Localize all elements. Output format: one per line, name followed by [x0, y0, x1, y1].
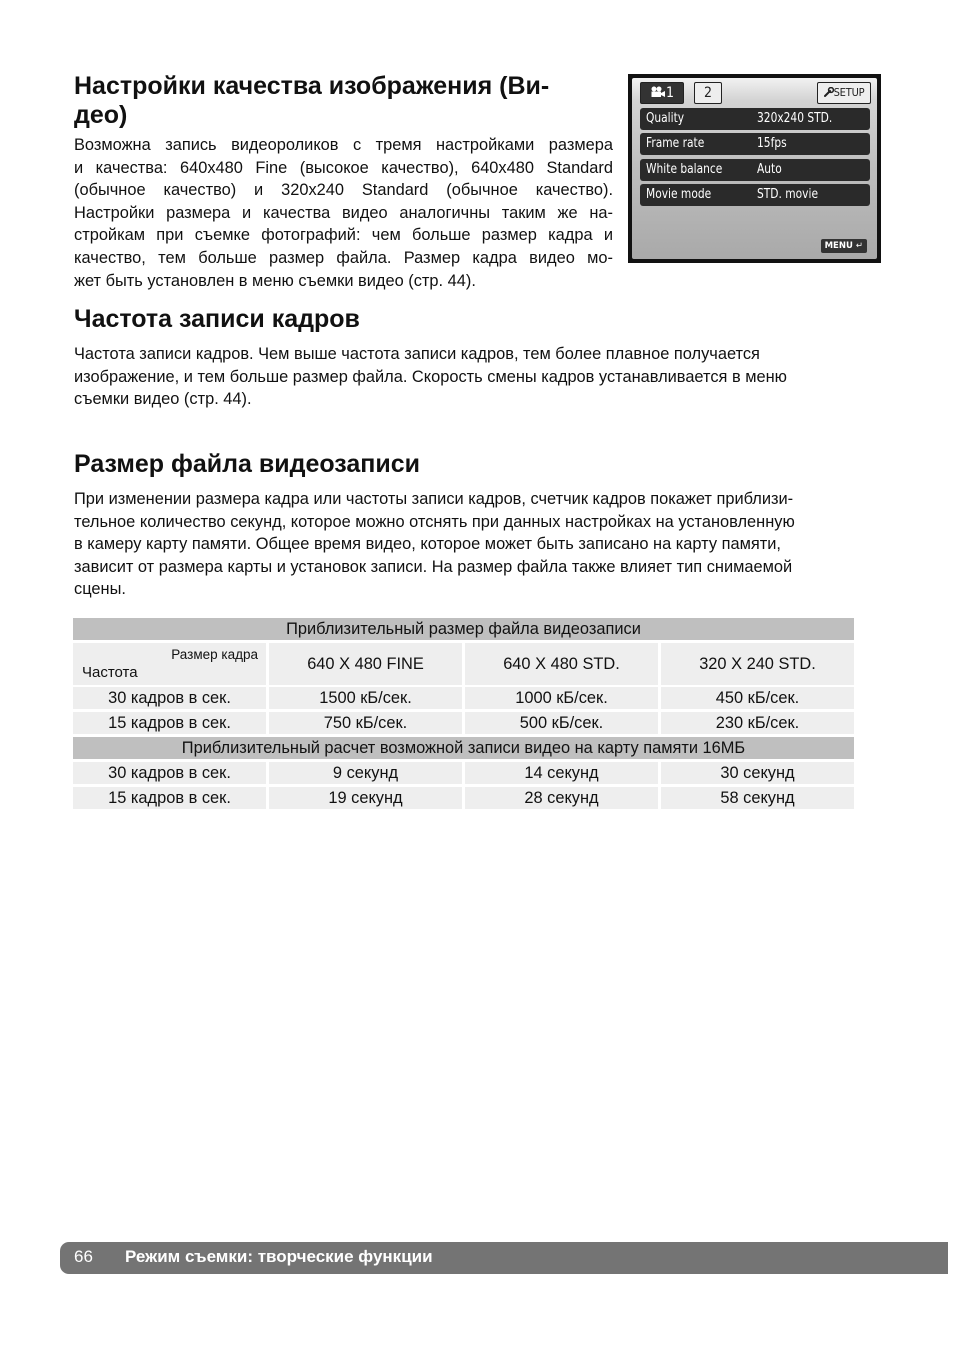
tab-movie-1[interactable]	[640, 82, 684, 104]
table-cell: 500 кБ/сек.	[465, 712, 658, 734]
tab-setup-label: SETUP	[833, 86, 865, 99]
table-cell: 9 секунд	[269, 762, 462, 784]
tab-movie-1-label: 1	[665, 85, 674, 101]
section-heading-frame-rate: Частота записи кадров	[74, 305, 360, 333]
section-heading-image-quality: Настройки качества изображения (Ви- део)	[74, 72, 550, 129]
table-row-label: 30 кадров в сек.	[73, 687, 266, 709]
menu-item-movie-mode[interactable]	[640, 184, 870, 206]
camera-menu-screen	[628, 74, 881, 263]
text-line: зависит от размера карты и установок записи. На размер файла также влияет тип снимаемой	[74, 557, 793, 576]
table-col-header: 640 X 480 FINE	[269, 643, 462, 685]
corner-label-frame-size: Размер кадра	[171, 647, 258, 662]
text-line: качество, тем больше размер файла. Размер кадра видео мо-	[74, 248, 613, 267]
section-body-file-size	[74, 488, 884, 601]
table-col-header: 320 X 240 STD.	[661, 643, 854, 685]
menu-item-value: 320x240 STD.	[757, 111, 833, 126]
text-line: жет быть установлен в меню съемки видео (стр. 44).	[74, 271, 476, 290]
menu-item-label: Frame rate	[646, 136, 705, 151]
menu-item-label: White balance	[646, 162, 723, 177]
section-body-image-quality	[74, 134, 613, 292]
menu-item-white-balance[interactable]	[640, 159, 870, 181]
table-cell: 1500 кБ/сек.	[269, 687, 462, 709]
text-line: изображение, и тем больше размер файла. Скорость смены кадров устанавливается в меню	[74, 367, 787, 386]
text-line: в камеру карту памяти. Общее время видео, которое может быть записано на карту памяти,	[74, 535, 781, 554]
movie-camera-icon	[650, 84, 666, 96]
table-cell: 14 секунд	[465, 762, 658, 784]
menu-item-value: 15fps	[757, 136, 787, 151]
table-cell: 1000 кБ/сек.	[465, 687, 658, 709]
text-line: (обычное качество) и 320x240 Standard (обычное качество).	[74, 181, 613, 200]
menu-item-quality[interactable]	[640, 108, 870, 130]
text-line: Возможна запись видеороликов с тремя настройками размера	[74, 136, 613, 154]
text-line: сцены.	[74, 580, 126, 599]
footer-chapter-title: Режим съемки: творческие функции	[125, 1247, 433, 1266]
table-cell: 58 секунд	[661, 787, 854, 809]
table-col-header: 640 X 480 STD.	[465, 643, 658, 685]
text-line: Частота записи кадров. Чем выше частота записи кадров, тем более плавное получается	[74, 345, 760, 363]
return-arrow-icon: ↵	[855, 241, 863, 251]
text-line: При изменении размера кадра или частоты записи кадров, счетчик кадров покажет приблизи-	[74, 490, 794, 508]
table-row-label: 15 кадров в сек.	[73, 712, 266, 734]
page-footer	[60, 1242, 948, 1274]
tab-setup[interactable]	[817, 82, 871, 104]
corner-label-rate: Частота	[82, 664, 138, 681]
text-line: тельное количество секунд, которое можно отснять при данных настройках на установленную	[74, 512, 795, 531]
table-corner-header	[73, 643, 266, 685]
menu-item-value: STD. movie	[757, 187, 819, 202]
menu-item-label: Movie mode	[646, 187, 712, 202]
page-number: 66	[74, 1247, 93, 1266]
tab-movie-2-label: 2	[703, 85, 712, 101]
text-line: съемки видео (стр. 44).	[74, 390, 252, 409]
menu-item-value: Auto	[757, 162, 782, 177]
table-title-file-size: Приблизительный размер файла видеозаписи	[73, 618, 854, 640]
menu-button-label: MENU	[824, 241, 853, 251]
menu-item-label: Quality	[646, 111, 685, 126]
table-cell: 750 кБ/сек.	[269, 712, 462, 734]
text-line: и качества: 640x480 Fine (высокое качество), 640x480 Standard	[74, 158, 613, 177]
camera-menu-panel	[632, 78, 877, 259]
table-row-label: 15 кадров в сек.	[73, 787, 266, 809]
menu-button[interactable]	[821, 239, 867, 253]
table-cell: 30 секунд	[661, 762, 854, 784]
table-cell: 450 кБ/сек.	[661, 687, 854, 709]
section-heading-file-size: Размер файла видеозаписи	[74, 450, 421, 478]
tab-movie-2[interactable]	[694, 82, 722, 104]
table-row-label: 30 кадров в сек.	[73, 762, 266, 784]
wrench-icon	[824, 84, 834, 104]
menu-item-frame-rate[interactable]	[640, 133, 870, 155]
table-cell: 230 кБ/сек.	[661, 712, 854, 734]
text-line: Настройки размера и качества видео аналогичны таким же на-	[74, 203, 613, 222]
table-cell: 19 секунд	[269, 787, 462, 809]
table-cell: 28 секунд	[465, 787, 658, 809]
table-title-recording-time: Приблизительный расчет возможной записи видео на карту памяти 16МБ	[73, 737, 854, 759]
section-body-frame-rate	[74, 343, 884, 411]
text-line: стройкам при съемке фотографий: чем больше размер кадра и	[74, 226, 613, 245]
